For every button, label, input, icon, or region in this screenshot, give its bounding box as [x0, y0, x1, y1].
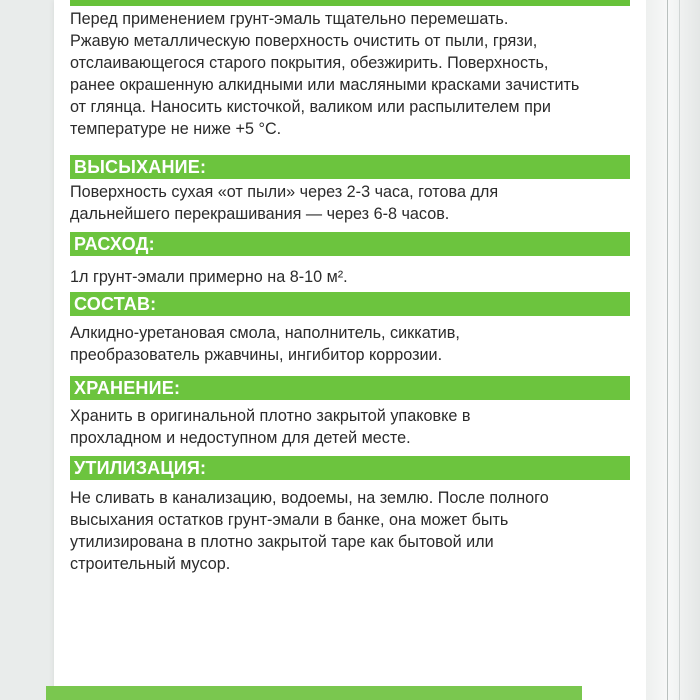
can-edge [646, 0, 700, 700]
top-green-bar [70, 0, 630, 6]
section-text-disposal: Не сливать в канализацию, водоемы, на землю. После полного высыхания остатков грунт-эмали в банке, она может быть утилизирована в плотно закрытой таре как бытовой или строительный мусор. [70, 489, 549, 573]
section-text-drying: Поверхность сухая «от пыли» через 2-3 часа, готова для дальнейшего перекрашивания — через 6-8 часов. [70, 183, 499, 223]
section-text-storage: Хранить в оригинальной плотно закрытой упаковке в прохладном и недоступном для детей месте. [70, 407, 471, 447]
section-heading-consumption: РАСХОД: [70, 232, 630, 256]
section-heading-composition: СОСТАВ: [70, 292, 630, 316]
section-heading-storage: ХРАНЕНИЕ: [70, 376, 630, 400]
can-edge-line [667, 0, 668, 700]
can-edge-line-secondary [679, 0, 680, 700]
section-text-consumption: 1л грунт-эмали примерно на 8-10 м². [70, 268, 348, 286]
section-text-composition: Алкидно-уретановая смола, наполнитель, сиккатив, преобразователь ржавчины, ингибитор коррозии. [70, 324, 460, 364]
intro-paragraph: Перед применением грунт-эмаль тщательно перемешать. Ржавую металлическую поверхность очистить от пыли, грязи, отслаивающегося старого покрытия, обезжирить. Поверхность, ранее окрашенную алкидными или масляными красками зачистить от глянца. Наносить кисточкой, валиком или распылителем при температуре не ниже +5 °С. [70, 10, 580, 138]
section-heading-disposal: УТИЛИЗАЦИЯ: [70, 456, 630, 480]
section-heading-drying: ВЫСЫХАНИЕ: [70, 155, 630, 179]
bottom-green-bar [46, 686, 582, 700]
